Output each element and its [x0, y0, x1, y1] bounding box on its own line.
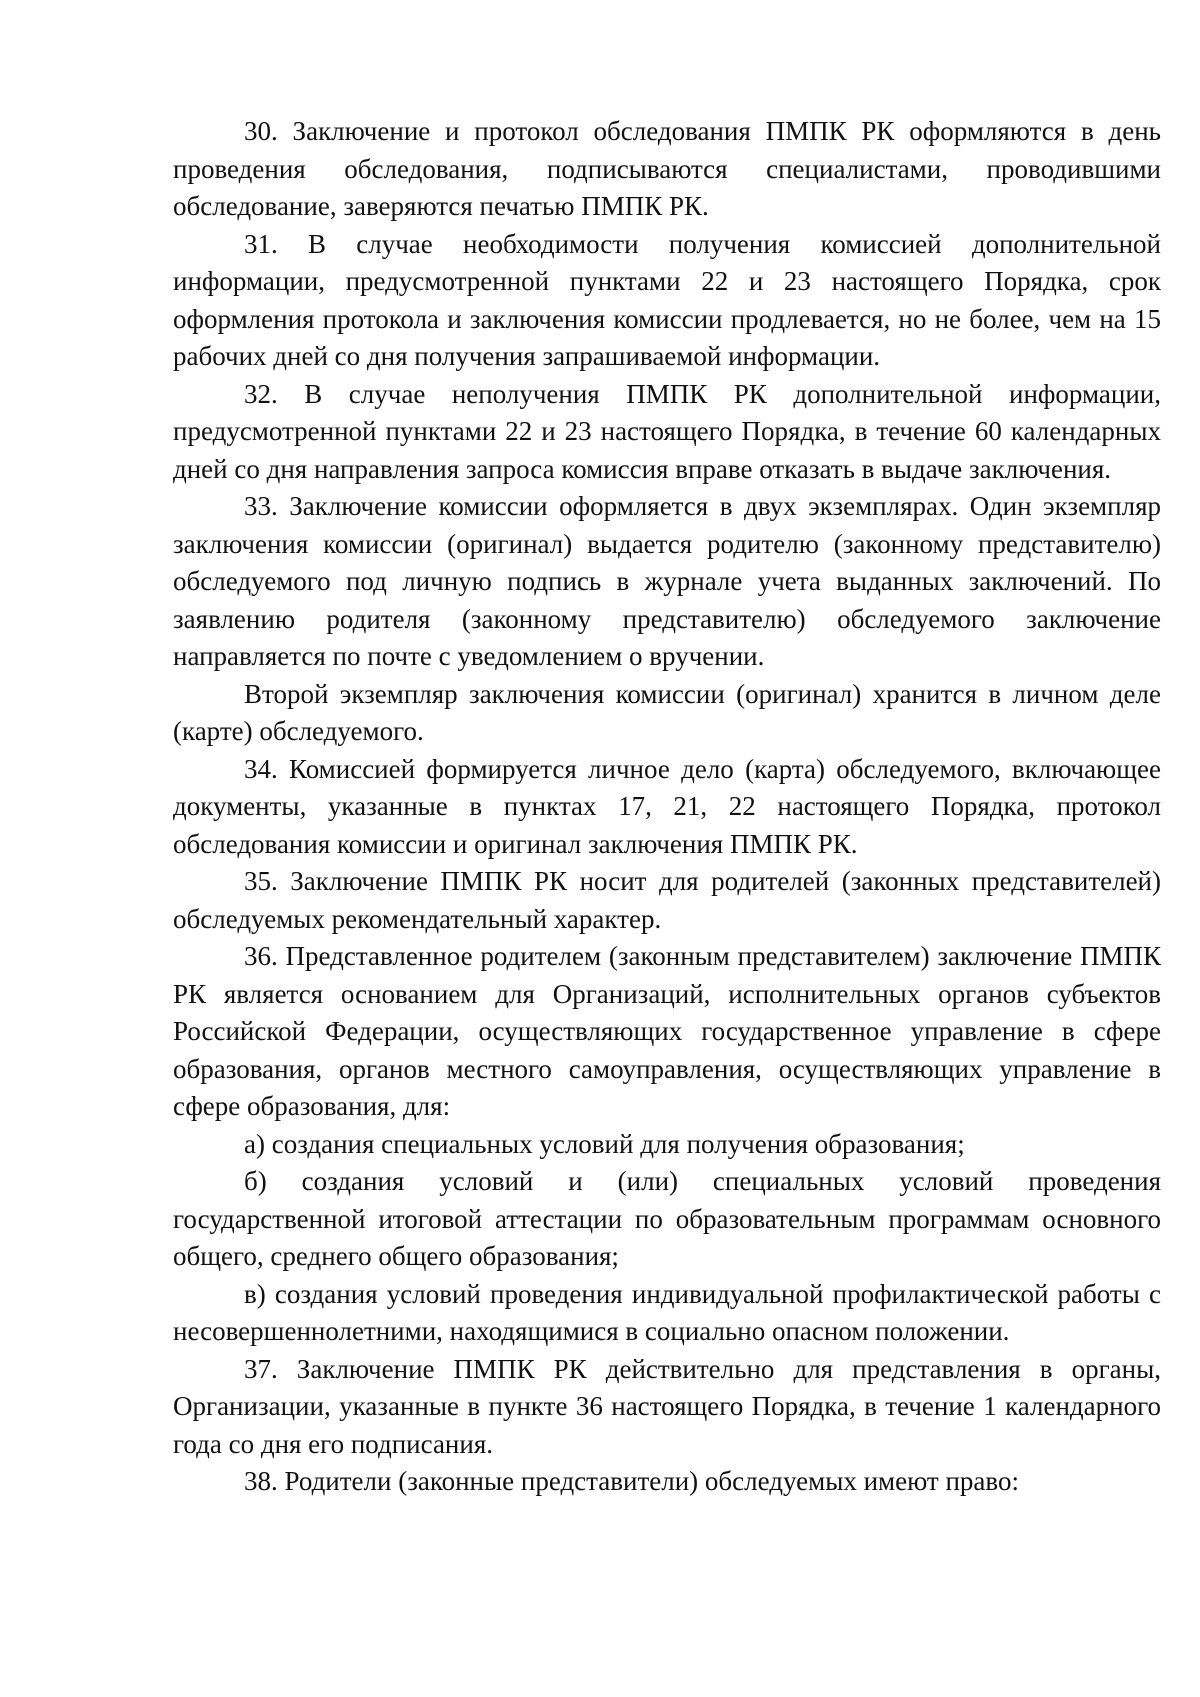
- paragraph-33: 33. Заключение комиссии оформляется в двух экземплярах. Один экземпляр заключения комиссии (оригинал) выдается родителю (законному представителю) обследуемого под личную подпись в журнале учета выданных заключений. По заявлению родителя (законному представителю) обследуемого заключение направляется по почте с уведомлением о вручении.: [173, 491, 1161, 671]
- document-page: [173, 113, 1161, 1501]
- paragraph-36: 36. Представленное родителем (законным представителем) заключение ПМПК РК является основанием для Организаций, исполнительных органов субъектов Российской Федерации, осуществляющих государственное управление в сфере образования, органов местного самоуправления, осуществляющих управление в сфере образования, для:: [173, 941, 1161, 1121]
- paragraph-36-item-a: а) создания специальных условий для получения образования;: [244, 1128, 965, 1159]
- paragraph-37: 37. Заключение ПМПК РК действительно для представления в органы, Организации, указанные в пункте 36 настоящего Порядка, в течение 1 календарного года со дня его подписания.: [173, 1353, 1161, 1459]
- paragraph-34: 34. Комиссией формируется личное дело (карта) обследуемого, включающее документы, указанные в пунктах 17, 21, 22 настоящего Порядка, протокол обследования комиссии и оригинал заключения ПМПК РК.: [173, 753, 1161, 859]
- paragraph-32: 32. В случае неполучения ПМПК РК дополнительной информации, предусмотренной пунктами 22 и 23 настоящего Порядка, в течение 60 календарных дней со дня направления запроса комиссия вправе отказать в выдаче заключения.: [173, 378, 1161, 484]
- paragraph-38: 38. Родители (законные представители) обследуемых имеют право:: [244, 1466, 1019, 1496]
- paragraph-36-item-b: б) создания условий и (или) специальных условий проведения государственной итоговой аттестации по образовательным программам основного общего, среднего общего образования;: [173, 1166, 1161, 1271]
- paragraph-31: 31. В случае необходимости получения комиссией дополнительной информации, предусмотренной пунктами 22 и 23 настоящего Порядка, срок оформления протокола и заключения комиссии продлевается, но не более, чем на 15 рабочих дней со дня получения запрашиваемой информации.: [173, 228, 1161, 371]
- paragraph-33-second-copy: Второй экземпляр заключения комиссии (оригинал) хранится в личном деле (карте) обследуемого.: [173, 678, 1161, 746]
- paragraph-36-item-v: в) создания условий проведения индивидуальной профилактической работы с несовершеннолетними, находящимися в социально опасном положении.: [173, 1278, 1161, 1346]
- paragraph-35: 35. Заключение ПМПК РК носит для родителей (законных представителей) обследуемых рекомендательный характер.: [173, 866, 1161, 934]
- paragraph-30: 30. Заключение и протокол обследования ПМПК РК оформляются в день проведения обследования, подписываются специалистами, проводившими обследование, заверяются печатью ПМПК РК.: [173, 116, 1161, 221]
